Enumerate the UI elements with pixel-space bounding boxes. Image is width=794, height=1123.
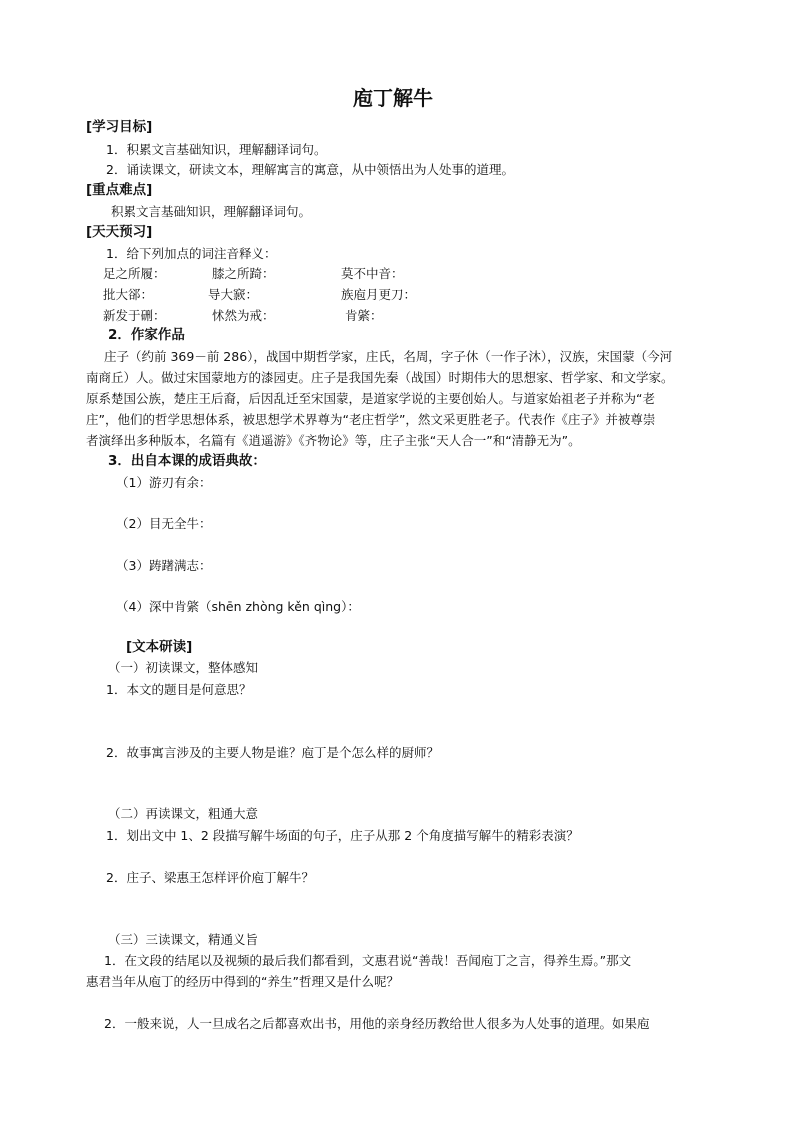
idiom-item: （3）踌躇满志： xyxy=(116,558,212,573)
study-heading: [文本研读] xyxy=(126,639,193,655)
objective-item: 2．诵读课文，研读文本，理解寓言的寓意，从中领悟出为人处事的道理。 xyxy=(106,162,514,177)
idiom-item: （4）深中肯綮（shēn zhòng kěn qìng）： xyxy=(116,599,360,614)
objectives-heading: [学习目标] xyxy=(86,119,153,135)
vocab-item: 莫不中音： xyxy=(341,266,404,281)
study-question-line: 惠君当年从庖丁的经历中得到的“养生”哲理又是什么呢？ xyxy=(86,974,399,989)
study-part-title: （二）再读课文，粗通大意 xyxy=(108,806,259,821)
vocab-item: 族庖月更刀： xyxy=(341,287,417,302)
vocab-item: 批大郤： xyxy=(103,287,154,302)
author-paragraph-line: 南商丘）人。做过宋国蒙地方的漆园吏。庄子是我国先秦（战国）时期伟大的思想家、哲学家、和文学家。 xyxy=(86,370,674,385)
objective-item: 1．积累文言基础知识，理解翻译词句。 xyxy=(106,142,327,157)
study-question: 1．划出文中 1、2 段描写解牛场面的句子，庄子从那 2 个角度描写解牛的精彩表演？ xyxy=(106,828,579,843)
author-paragraph-line: 庄子（约前 369－前 286），战国中期哲学家，庄氏，名周，字子休（一作子沐），汉族，宋国蒙（今河 xyxy=(104,349,673,364)
vocab-item: 膝之所踦： xyxy=(212,266,275,281)
study-question: 2．故事寓言涉及的主要人物是谁？庖丁是个怎么样的厨师？ xyxy=(106,745,439,760)
key-points-heading: [重点难点] xyxy=(86,182,153,198)
study-question-line: 1．在文段的结尾以及视频的最后我们都看到，文惠君说“善哉！吾闻庖丁之言，得养生焉。”那文 xyxy=(104,953,632,968)
preview-question-2: 2．作家作品 xyxy=(108,327,185,343)
study-question: 1．本文的题目是何意思？ xyxy=(106,682,252,697)
key-points-text: 积累文言基础知识，理解翻译词句。 xyxy=(111,204,312,219)
study-question: 2．庄子、梁惠王怎样评价庖丁解牛？ xyxy=(106,870,314,885)
vocab-item: 怵然为戒： xyxy=(212,308,275,323)
preview-question-1: 1．给下列加点的词注音释义： xyxy=(106,246,277,261)
preview-question-3: 3．出自本课的成语典故： xyxy=(108,453,266,469)
preview-heading: [天天预习] xyxy=(86,224,153,240)
vocab-item: 新发于硎： xyxy=(103,308,166,323)
idiom-item: （1）游刃有余： xyxy=(116,475,212,490)
author-paragraph-line: 庄”，他们的哲学思想体系，被思想学术界尊为“老庄哲学”，然文采更胜老子。代表作《庄子》并被尊崇 xyxy=(86,412,656,427)
vocab-item: 肯綮： xyxy=(345,308,383,323)
study-part-title: （三）三读课文，精通义旨 xyxy=(108,932,259,947)
vocab-item: 足之所履： xyxy=(103,266,166,281)
page-title: 庖丁解牛 xyxy=(353,86,433,110)
study-part-title: （一）初读课文，整体感知 xyxy=(108,660,259,675)
author-paragraph-line: 原系楚国公族，楚庄王后裔，后因乱迁至宋国蒙，是道家学说的主要创始人。与道家始祖老子并称为“老 xyxy=(86,391,655,406)
idiom-item: （2）目无全牛： xyxy=(116,516,212,531)
study-question-line: 2．一般来说，人一旦成名之后都喜欢出书，用他的亲身经历教给世人很多为人处事的道理。如果庖 xyxy=(104,1016,650,1031)
author-paragraph-line: 者演绎出多种版本，名篇有《逍遥游》《齐物论》等，庄子主张“天人合一”和“清静无为”。 xyxy=(86,433,581,448)
vocab-item: 导大窾： xyxy=(208,287,259,302)
